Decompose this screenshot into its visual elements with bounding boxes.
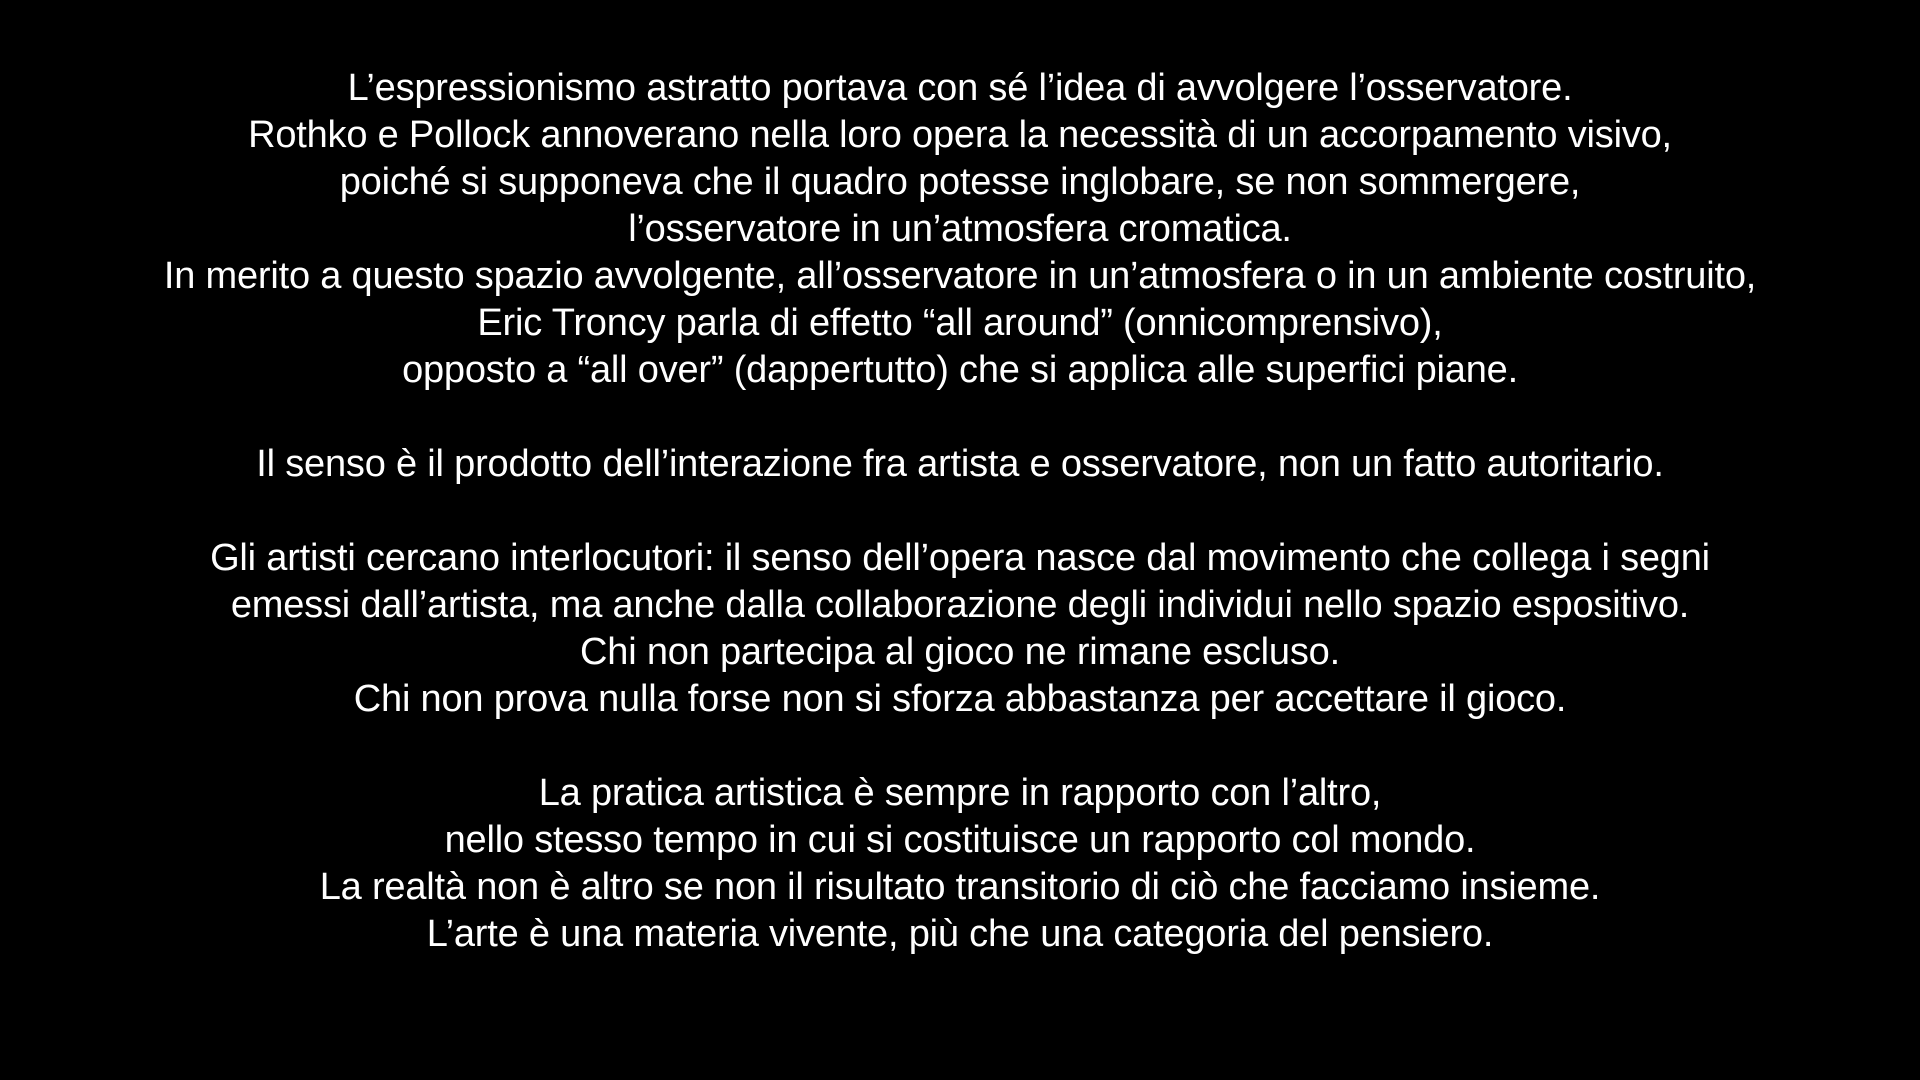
paragraph-abstract-expressionism bbox=[0, 65, 1920, 394]
text-line: poiché si supponeva che il quadro potesse inglobare, se non sommergere, bbox=[339, 161, 1581, 203]
paragraph-artists-interlocutors bbox=[0, 535, 1920, 723]
paragraph-artistic-practice bbox=[0, 770, 1920, 958]
text-line: La pratica artistica è sempre in rapporto con l’altro, bbox=[538, 772, 1382, 814]
text-line: opposto a “all over” (dappertutto) che si applica alle superfici piane. bbox=[402, 349, 1518, 391]
text-line: emessi dall’artista, ma anche dalla collaborazione degli individui nello spazio espositivo. bbox=[230, 584, 1690, 626]
text-line: La realtà non è altro se non il risultato transitorio di ciò che facciamo insieme. bbox=[319, 866, 1601, 908]
text-line: L’espressionismo astratto portava con sé l’idea di avvolgere l’osservatore. bbox=[347, 67, 1573, 109]
text-line: Chi non partecipa al gioco ne rimane escluso. bbox=[580, 631, 1340, 673]
text-line: l’osservatore in un’atmosfera cromatica. bbox=[628, 208, 1292, 250]
text-line: Chi non prova nulla forse non si sforza abbastanza per accettare il gioco. bbox=[353, 678, 1567, 720]
text-line: L’arte è una materia vivente, più che una categoria del pensiero. bbox=[426, 913, 1494, 955]
text-line: Eric Troncy parla di effetto “all around” (onnicomprensivo), bbox=[477, 302, 1443, 344]
text-line: Rothko e Pollock annoverano nella loro opera la necessità di un accorpamento visivo, bbox=[248, 114, 1672, 156]
text-line: In merito a questo spazio avvolgente, all’osservatore in un’atmosfera o in un ambiente costruito, bbox=[163, 255, 1757, 297]
text-line: nello stesso tempo in cui si costituisce un rapporto col mondo. bbox=[444, 819, 1476, 861]
text-line: Il senso è il prodotto dell’interazione fra artista e osservatore, non un fatto autoritario. bbox=[256, 443, 1664, 485]
paragraph-meaning-interaction bbox=[0, 441, 1920, 488]
text-line: Gli artisti cercano interlocutori: il senso dell’opera nasce dal movimento che collega i segni bbox=[210, 537, 1710, 579]
